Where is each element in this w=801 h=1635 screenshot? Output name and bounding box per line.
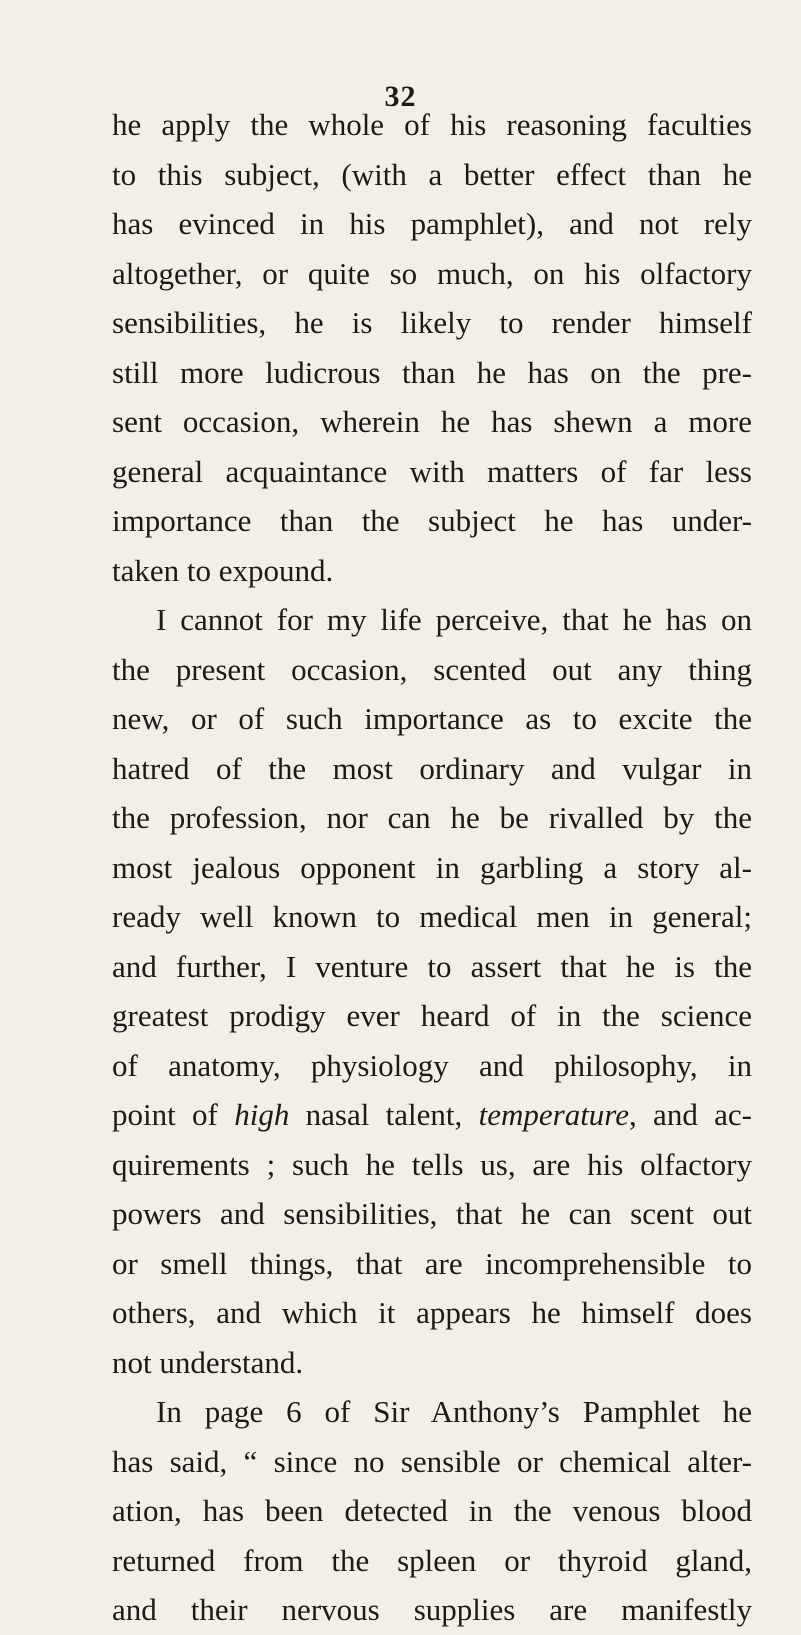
text-line: ready well known to medical men in general; [112,899,752,934]
paragraph-start-line: I cannot for my life perceive, that he has on [156,602,752,637]
text-line: importance than the subject he has under- [112,503,752,538]
text-line: sensibilities, he is likely to render himself [112,305,752,340]
text-line: to this subject, (with a better effect than he [112,156,752,192]
text-line: ation, has been detected in the venous blood [112,1493,752,1528]
text-line: and further, I venture to assert that he is the [112,948,752,984]
text-line: still more ludicrous than he has on the pre- [112,354,752,390]
text-line: he apply the whole of his reasoning faculties [112,107,752,142]
text-line: has said, “ since no sensible or chemical alter- [112,1443,752,1479]
italic-word-temperature: temperature [478,1097,629,1132]
italic-word-high: high [234,1097,290,1132]
text-line: most jealous opponent in garbling a story al- [112,849,752,885]
body-text [112,100,752,1635]
text-line: new, or of such importance as to excite the [112,701,752,736]
text-line: and their nervous supplies are manifestly [112,1592,752,1627]
text-line: greatest prodigy ever heard of in the science [112,998,752,1033]
text-line: the profession, nor can he be rivalled by the [112,800,752,835]
text-line: general acquaintance with matters of far less [112,453,752,489]
text-line: quirements ; such he tells us, are his olfactory [112,1146,752,1182]
text-segment: point of [112,1097,235,1132]
text-line: hatred of the most ordinary and vulgar in [112,750,752,786]
text-line: taken to expound. [112,552,334,588]
text-line: of anatomy, physiology and philosophy, in [112,1047,752,1083]
text-line: others, and which it appears he himself does [112,1295,752,1330]
text-line: has evinced in his pamphlet), and not rely [112,206,752,241]
text-line: not understand. [112,1344,304,1380]
text-line: altogether, or quite so much, on his olfactory [112,255,752,291]
page-number: 32 [384,80,417,113]
text-line: returned from the spleen or thyroid gland, [112,1542,752,1578]
text-line: or smell things, that are incomprehensible to [112,1245,752,1281]
text-line: powers and sensibilities, that he can scent out [112,1196,752,1231]
text-segment: nasal talent, [289,1097,479,1132]
text-segment: , and ac- [628,1097,752,1132]
text-line-with-italics [112,1090,752,1140]
paragraph-start-line: In page 6 of Sir Anthony’s Pamphlet he [156,1394,752,1429]
text-line: the present occasion, scented out any thing [112,651,752,687]
text-line: sent occasion, wherein he has shewn a more [112,404,752,439]
